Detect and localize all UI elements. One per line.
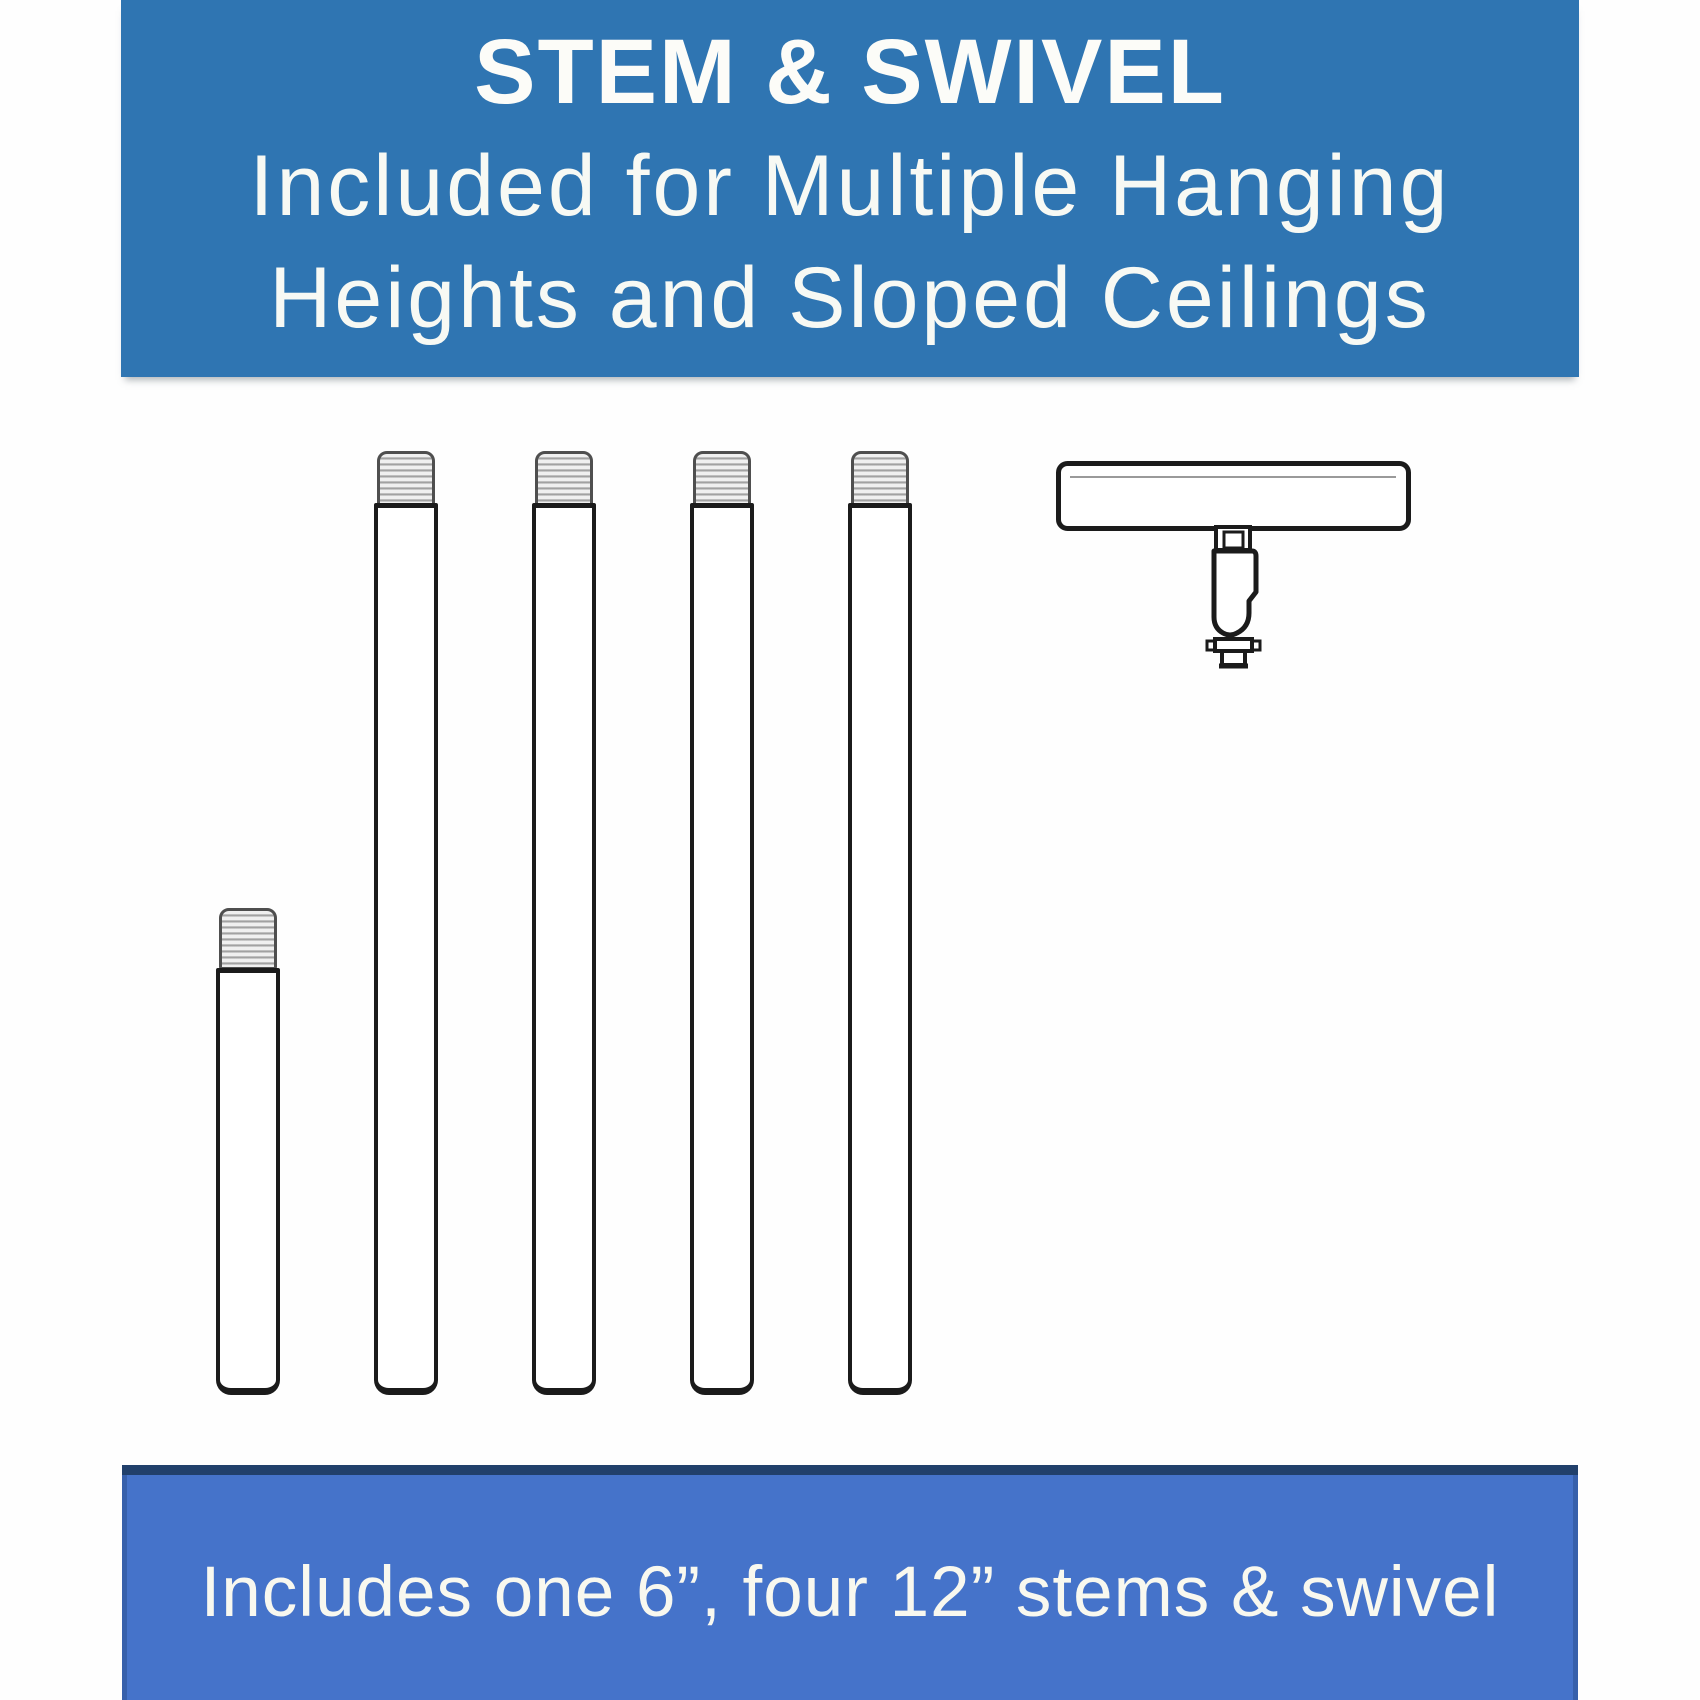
- header-title: STEM & SWIVEL: [474, 21, 1226, 123]
- stem-12in-illustration: [374, 503, 438, 1395]
- stem-12in-thread-icon: [377, 451, 435, 507]
- swivel-body: [1214, 551, 1256, 635]
- stem-12in-thread-icon: [535, 451, 593, 507]
- swivel-canopy-illustration: [1040, 455, 1430, 685]
- header-subtitle-line-2: Heights and Sloped Ceilings: [269, 250, 1431, 346]
- stem-6in-thread-icon: [219, 908, 277, 970]
- stem-12in-illustration: [532, 503, 596, 1395]
- header-subtitle-line-1: Included for Multiple Hanging: [249, 138, 1451, 234]
- stem-12in-illustration: [690, 503, 754, 1395]
- stem-12in-illustration: [848, 503, 912, 1395]
- footer-banner: [122, 1465, 1578, 1700]
- stem-12in-thread-icon: [693, 451, 751, 507]
- swivel-stub: [1222, 651, 1245, 665]
- canopy-plate: [1059, 464, 1409, 529]
- swivel-neck-slot: [1224, 532, 1243, 548]
- header-banner: [121, 0, 1579, 377]
- stem-12in-thread-icon: [851, 451, 909, 507]
- footer-caption: Includes one 6”, four 12” stems & swivel: [200, 1553, 1500, 1632]
- stem-6in-illustration: [216, 968, 280, 1395]
